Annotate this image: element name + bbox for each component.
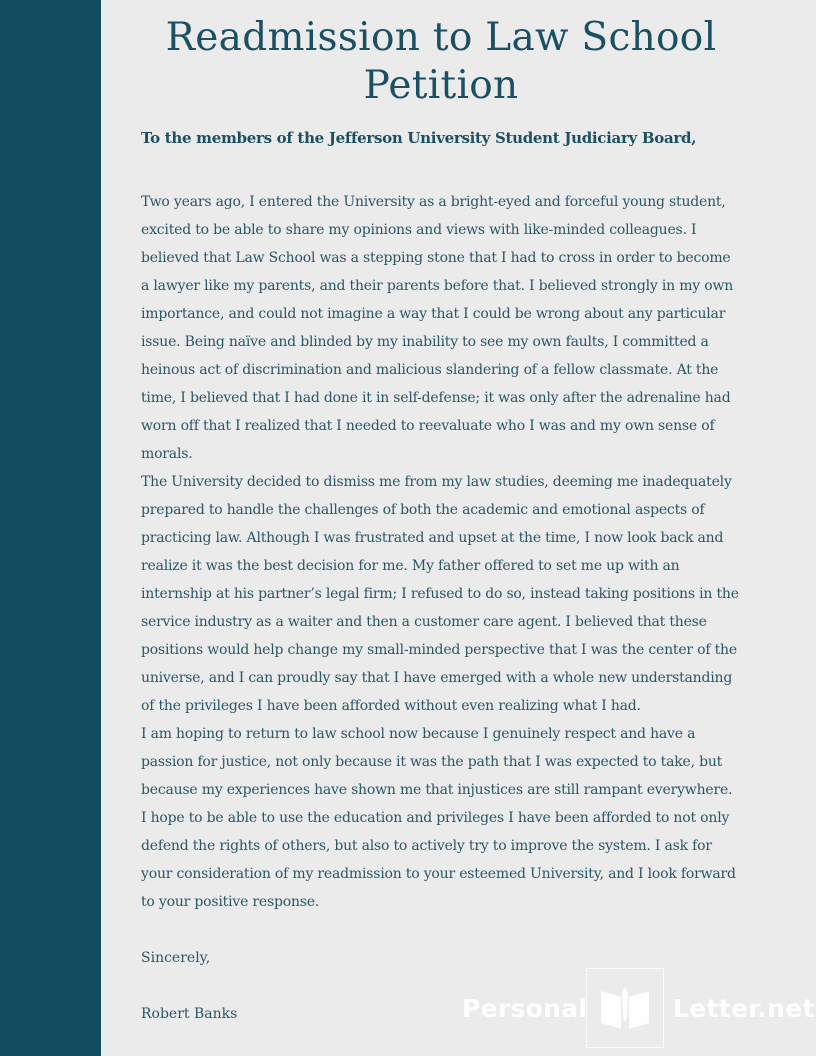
paragraph-3: I am hoping to return to law school now because I genuinely respect and have a passion for justice, not only because it was the path that I was expected to take, but because my experiences have shown me that injustices are still rampant everywhere. I hope to be able to use the education and privileges I have been afforded to not only defend the rights of others, but also to actively try to improve the system. I ask for your consideration of my readmission to your esteemed University, and I look forward to your positive response. bbox=[141, 726, 736, 910]
sidebar-band bbox=[0, 0, 101, 1056]
paragraph-2: The University decided to dismiss me from my law studies, deeming me inadequately prepared to handle the challenges of both the academic and emotional aspects of practicing law. Although I was frustrated and upset at the time, I now look back and realize it was the best decision for me. My father offered to set me up with an internship at his partner’s legal firm; I refused to do so, instead taking positions in the service industry as a waiter and then a customer care agent. I believed that these positions would help change my small-minded perspective that I was the center of the universe, and I can proudly say that I have emerged with a whole new understanding of the privileges I have been afforded without even realizing what I had. bbox=[141, 474, 739, 714]
closing: Sincerely, bbox=[141, 950, 211, 966]
letter-body bbox=[141, 188, 741, 916]
page-title: Readmission to Law School Petition bbox=[165, 15, 717, 108]
signature: Robert Banks bbox=[141, 1006, 238, 1022]
watermark-word-personal: Personal bbox=[462, 994, 588, 1023]
book-pen-icon bbox=[586, 968, 664, 1048]
watermark-logo bbox=[462, 968, 815, 1050]
watermark-word-letter: Letter.net bbox=[673, 994, 815, 1023]
paragraph-1: Two years ago, I entered the University as a bright-eyed and forceful young student, excited to be able to share my opinions and views with like-minded colleagues. I believed that Law School was a stepping stone that I had to cross in order to become a lawyer like my parents, and their parents before that. I believed strongly in my own importance, and could not imagine a way that I could be wrong about any particular issue. Being naïve and blinded by my inability to see my own faults, I committed a heinous act of discrimination and malicious slandering of a fellow classmate. At the time, I believed that I had done it in self-defense; it was only after the adrenaline had worn off that I realized that I needed to reevaluate who I was and my own sense of morals. bbox=[141, 194, 734, 462]
salutation: To the members of the Jefferson University Student Judiciary Board, bbox=[141, 129, 697, 147]
